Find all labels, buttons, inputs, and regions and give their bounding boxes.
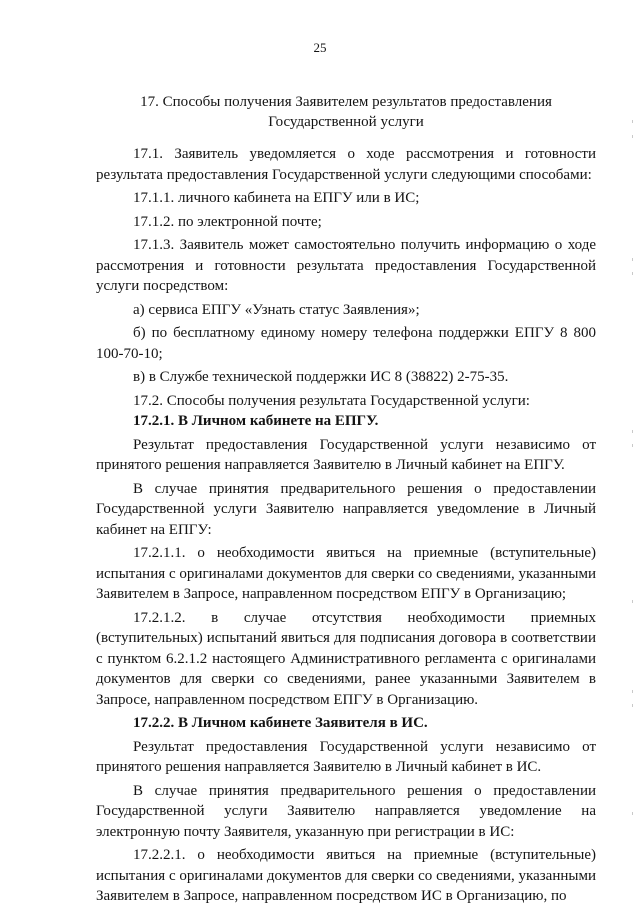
paragraph-17-2-1-1: 17.2.1.1. о необходимости явиться на приемные (вступительные) испытания с оригиналами документов для сверки со сведениями, указанными Заявителем в Запросе, направленном посредством ЕПГУ в Организацию; [96,545,596,602]
paragraph-result-is: Результат предоставления Государственной услуги независимо от принятого решения направляется Заявителю в Личный кабинет в ИС. [96,738,596,775]
page-number: 25 [313,40,327,55]
paragraph-17-1-2: 17.1.2. по электронной почте; [133,213,322,230]
paragraph-17-1-1: 17.1.1. личного кабинета на ЕПГУ или в ИС; [133,190,420,206]
paragraph-item-a: а) сервиса ЕПГУ «Узнать статус Заявления»; [133,301,420,318]
document-body [96,144,596,907]
scan-margin-marks [632,0,636,905]
paragraph-17-1-3: 17.1.3. Заявитель может самостоятельно получить информацию о ходе рассмотрения и готовности результата предоставления Государственной услуги посредством: [96,237,596,294]
subheading-17-2-2: 17.2.2. В Личном кабинете Заявителя в ИС. [133,715,428,731]
subheading-17-2-1: 17.2.1. В Личном кабинете на ЕПГУ. [133,413,379,429]
section-heading-line-2: Государственной услуги [268,114,424,130]
paragraph-item-v: в) в Службе технической поддержки ИС 8 (38822) 2-75-35. [133,369,509,385]
section-heading [96,92,596,132]
paragraph-17-2-1-2: 17.2.1.2. в случае отсутствия необходимости приемных (вступительных) испытаний явиться для подписания договора в соответствии с пунктом 6.2.1.2 настоящего Административного регламента с оригиналами документов для сверки со сведениями, ранее указанными Заявителем в Запросе, направленном посредством ЕПГУ в Организацию. [96,609,596,708]
paragraph-item-b: б) по бесплатному единому номеру телефона поддержки ЕПГУ 8 800 100-70-10; [96,325,596,362]
paragraph-17-2: 17.2. Способы получения результата Государственной услуги: [133,392,530,409]
paragraph-17-2-2-1: 17.2.2.1. о необходимости явиться на приемные (вступительные) испытания с оригиналами документов для сверки со сведениями, указанными Заявителем в Запросе, направленном посредством ИС в Организацию, по [96,847,596,904]
paragraph-preliminary-epgu: В случае принятия предварительного решения о предоставлении Государственной услуги Заявителю направляется уведомление в Личный кабинет на ЕПГУ: [96,480,596,538]
paragraph-preliminary-is: В случае принятия предварительного решения о предоставлении Государственной услуги Заявителю направляется уведомление на электронную почту Заявителя, указанную при регистрации в ИС: [96,782,596,840]
section-heading-line-1: 17. Способы получения Заявителем результатов предоставления [140,94,552,110]
paragraph-result-epgu: Результат предоставления Государственной услуги независимо от принятого решения направляется Заявителю в Личный кабинет на ЕПГУ. [96,436,596,473]
paragraph-17-1: 17.1. Заявитель уведомляется о ходе рассмотрения и готовности результата предоставления Государственной услуги следующими способами: [96,146,596,183]
